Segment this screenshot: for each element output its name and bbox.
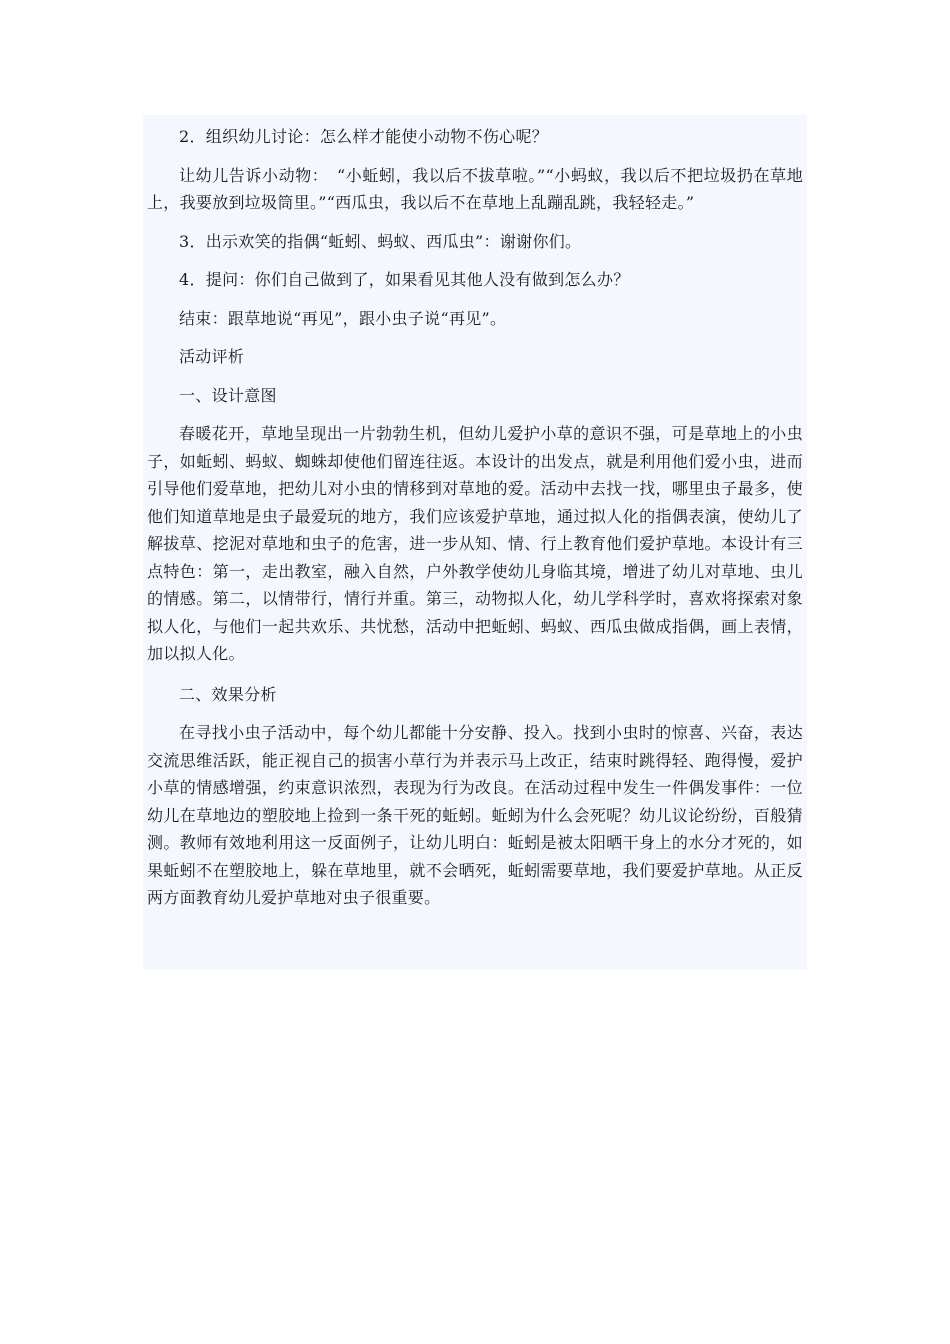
document-body — [143, 115, 807, 970]
subheading-effect-analysis: 二、效果分析 — [179, 684, 277, 704]
paragraph-children-promises: 让幼儿告诉小动物： “小蚯蚓，我以后不拔草啦。”“小蚂蚁，我以后不把垃圾扔在草地上，我要放到垃圾筒里。”“西瓜虫，我以后不在草地上乱蹦乱跳，我轻轻走。” — [147, 165, 803, 212]
paragraph-question-others: 4．提问：你们自己做到了，如果看见其他人没有做到怎么办？ — [179, 270, 630, 289]
paragraph-show-puppets: 3．出示欢笑的指偶“蚯蚓、蚂蚁、西瓜虫”：谢谢你们。 — [179, 231, 582, 251]
paragraph-discussion-question: 2．组织幼儿讨论：怎么样才能使小动物不伤心呢？ — [179, 127, 549, 146]
paragraph-effect-analysis: 在寻找小虫子活动中，每个幼儿都能十分安静、投入。找到小虫时的惊喜、兴奋，表达交流思维活跃，能正视自己的损害小草行为并表示马上改正，结束时跳得轻、跑得慢，爱护小草的情感增强，约束意识浓烈，表现为行为改良。在活动过程中发生一件偶发事件：一位幼儿在草地边的塑胶地上捡到一条干死的蚯蚓。蚯蚓为什么会死呢？幼儿议论纷纷，百般猜测。教师有效地利用这一反面例子，让幼儿明白：蚯蚓是被太阳晒干身上的水分才死的，如果蚯蚓不在塑胶地上，躲在草地里，就不会晒死，蚯蚓需要草地，我们要爱护草地。从正反两方面教育幼儿爱护草地对虫子很重要。 — [147, 723, 803, 907]
paragraph-design-intent: 春暖花开，草地呈现出一片勃勃生机，但幼儿爱护小草的意识不强，可是草地上的小虫子，如蚯蚓、蚂蚁、蜘蛛却使他们留连往返。本设计的出发点，就是利用他们爱小虫，进而引导他们爱草地，把幼儿对小虫的情移到对草地的爱。活动中去找一找，哪里虫子最多，使他们知道草地是虫子最爱玩的地方，我们应该爱护草地，通过拟人化的指偶表演，使幼儿了解拔草、挖泥对草地和虫子的危害，进一步从知、情、行上教育他们爱护草地。本设计有三点特色：第一，走出教室，融入自然，户外教学使幼儿身临其境，增进了幼儿对草地、虫儿的情感。第二，以情带行，情行并重。第三，动物拟人化，幼儿学科学时，喜欢将探索对象拟人化，与他们一起共欢乐、共忧愁，活动中把蚯蚓、蚂蚁、西瓜虫做成指偶，画上表情，加以拟人化。 — [147, 424, 803, 663]
paragraph-ending: 结束：跟草地说“再见”，跟小虫子说“再见”。 — [179, 308, 507, 328]
subheading-design-intent: 一、设计意图 — [179, 385, 277, 405]
section-heading-activity-review: 活动评析 — [179, 347, 245, 366]
